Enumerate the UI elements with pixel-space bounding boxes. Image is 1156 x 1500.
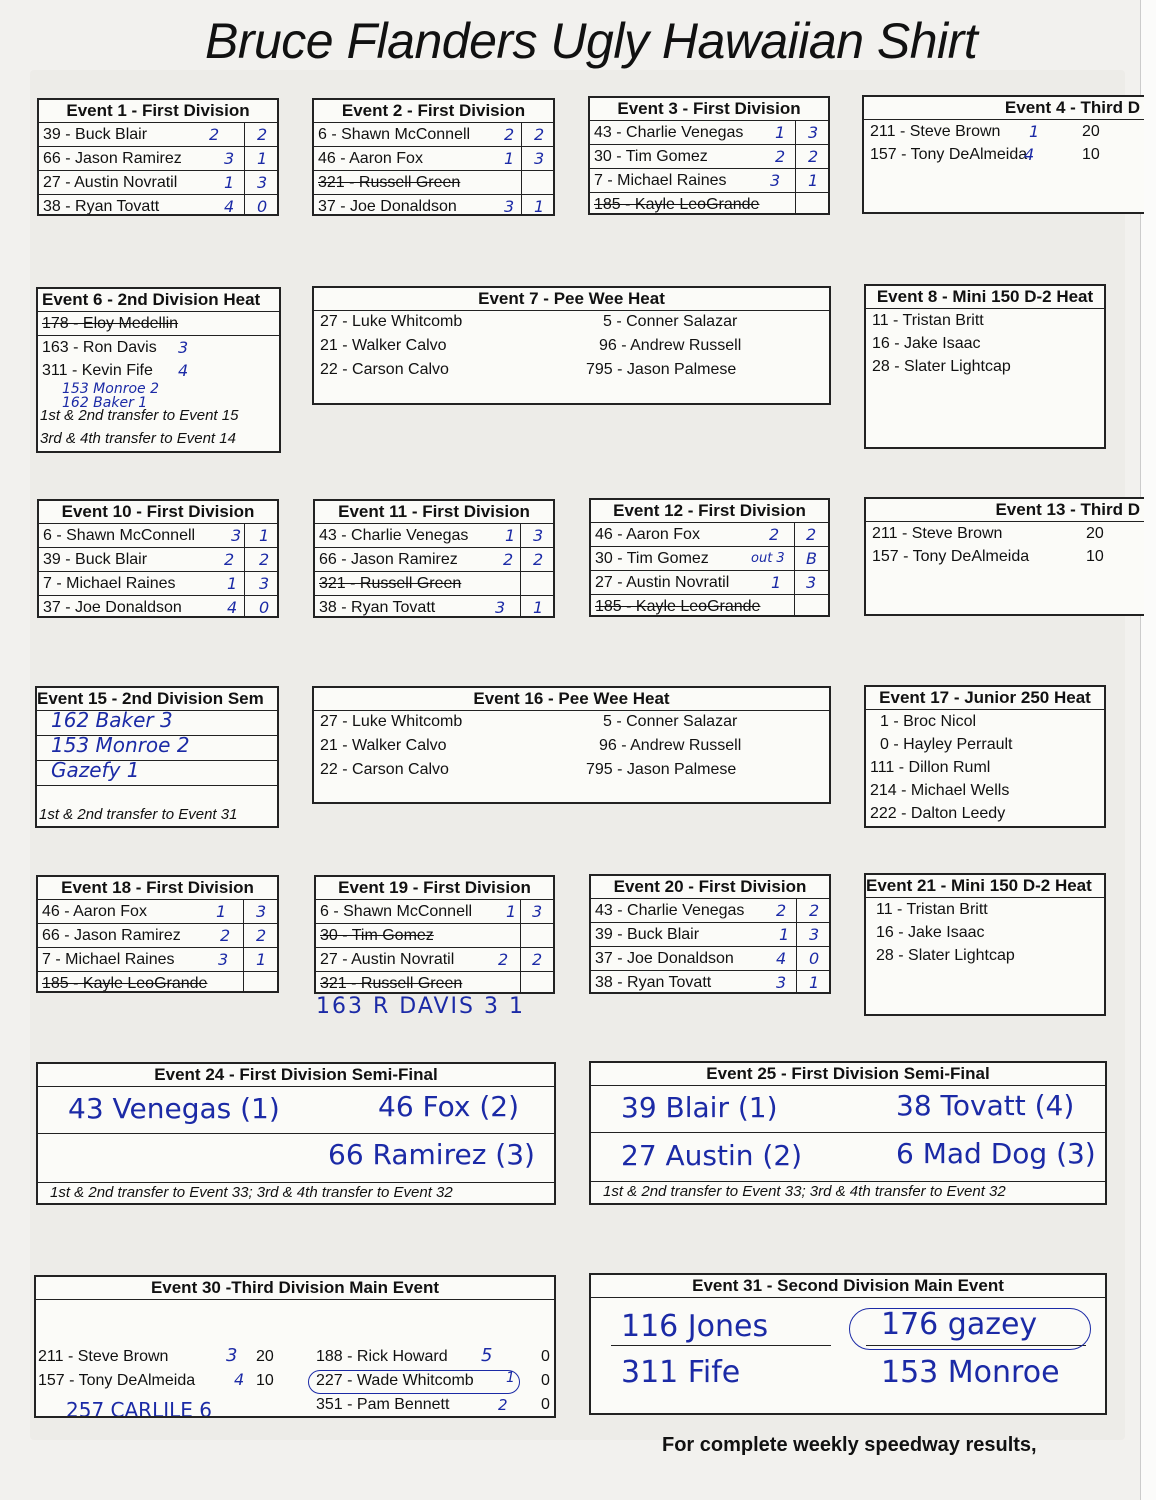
event-header: Event 19 - First Division xyxy=(316,877,553,900)
hw-position: 1 xyxy=(506,1370,515,1386)
racer: 27 - Luke Whitcomb xyxy=(320,313,463,330)
transfer-note: 1st & 2nd transfer to Event 31 xyxy=(39,806,238,823)
hw-added-racer: 257 CARLILE 6 xyxy=(66,1398,212,1418)
event-21-box xyxy=(864,873,1106,1016)
racer: 157 - Tony DeAlmeida xyxy=(872,548,1030,565)
racer: 43 - Charlie Venegas xyxy=(594,124,744,141)
hw-points: 3 xyxy=(178,338,189,357)
racer: 351 - Pam Bennett xyxy=(316,1396,450,1413)
hw-position: 1 xyxy=(505,526,516,545)
racer: 66 - Jason Ramirez xyxy=(43,150,182,167)
hw-points: 0 xyxy=(257,197,268,216)
hw-points: 3 xyxy=(533,526,544,545)
racer: 16 - Jake Isaac xyxy=(872,335,981,352)
hw-points: 2 xyxy=(534,125,545,144)
hw-points: 1 xyxy=(534,197,545,216)
hw-points: 2 xyxy=(808,147,819,166)
hw-points: 0 xyxy=(809,949,820,968)
racer: 16 - Jake Isaac xyxy=(876,924,985,941)
hw-entry: 153 Monroe 2 xyxy=(62,381,159,397)
event-19-box xyxy=(314,875,555,994)
racer-scratched: 185 - Kayle LeoGrande xyxy=(595,598,761,615)
racer: 795 - Jason Palmese xyxy=(586,361,737,378)
hw-finish: 38 Tovatt (4) xyxy=(896,1089,1075,1122)
racer: 28 - Slater Lightcap xyxy=(876,947,1015,964)
racer: 211 - Steve Brown xyxy=(870,123,1001,140)
racer: 311 - Kevin Fife xyxy=(42,362,153,379)
event-11-box xyxy=(313,499,555,618)
racer: 46 - Aaron Fox xyxy=(318,150,423,167)
hw-points: 1 xyxy=(257,149,268,168)
hw-position: 2 xyxy=(220,926,231,945)
hw-position: 1 xyxy=(227,574,238,593)
hw-finish: 153 Monroe xyxy=(881,1355,1060,1390)
page-edge xyxy=(1140,0,1156,1500)
event-6-box xyxy=(36,287,281,453)
racer: 5 - Conner Salazar xyxy=(603,313,738,330)
event-header: Event 12 - First Division xyxy=(591,500,828,523)
event-header: Event 4 - Third D xyxy=(864,97,1144,120)
event-17-box xyxy=(864,685,1106,828)
racer-scratched: 178 - Eloy Medellin xyxy=(42,315,179,332)
hw-position: 1 xyxy=(224,173,235,192)
racer-scratched: 321 - Russell Green xyxy=(319,575,462,592)
hw-entry: 162 Baker 1 xyxy=(62,395,148,411)
racer: 27 - Austin Novratil xyxy=(320,951,455,968)
racer: 7 - Michael Raines xyxy=(43,575,176,592)
event-18-box xyxy=(36,875,279,993)
hw-finish: 46 Fox (2) xyxy=(378,1090,520,1123)
racer: 37 - Joe Donaldson xyxy=(595,950,734,967)
racer: 43 - Charlie Venegas xyxy=(319,527,469,544)
hw-position: 3 xyxy=(770,171,781,190)
hw-position: 3 xyxy=(224,149,235,168)
hw-position: 2 xyxy=(776,901,787,920)
event-header: Event 21 - Mini 150 D-2 Heat xyxy=(866,875,1104,898)
racer: 11 - Tristan Britt xyxy=(876,901,988,918)
hw-points: 1 xyxy=(808,171,819,190)
event-header: Event 13 - Third D xyxy=(866,499,1144,522)
hw-position: 3 xyxy=(218,950,229,969)
racer: 38 - Ryan Tovatt xyxy=(595,974,712,991)
event-header: Event 1 - First Division xyxy=(39,100,277,123)
racer-scratched: 321 - Russell Green xyxy=(318,174,461,191)
hw-position: 2 xyxy=(769,525,780,544)
hw-points: 3 xyxy=(534,149,545,168)
racer: 30 - Tim Gomez xyxy=(594,148,708,165)
racer: 27 - Austin Novratil xyxy=(43,174,178,191)
event-20-box xyxy=(589,874,831,994)
hw-points: 3 xyxy=(809,925,820,944)
racer: 46 - Aaron Fox xyxy=(42,903,147,920)
racer: 7 - Michael Raines xyxy=(42,951,175,968)
points: 0 xyxy=(541,1396,550,1413)
page-title: Bruce Flanders Ugly Hawaiian Shirt xyxy=(205,13,978,69)
event-31-box xyxy=(589,1273,1107,1415)
event-header: Event 8 - Mini 150 D-2 Heat xyxy=(866,286,1104,309)
event-15-box xyxy=(35,686,279,828)
event-header: Event 24 - First Division Semi-Final xyxy=(38,1064,554,1087)
hw-position: 3 xyxy=(495,598,506,617)
hw-finish: 43 Venegas (1) xyxy=(68,1092,280,1125)
points: 10 xyxy=(1086,548,1104,565)
hw-finish: 39 Blair (1) xyxy=(621,1091,778,1124)
hw-position: 2 xyxy=(503,550,514,569)
hw-position: 3 xyxy=(226,1345,238,1366)
racer: 37 - Joe Donaldson xyxy=(43,599,182,616)
hw-position: 1 xyxy=(504,149,515,168)
event-4-box xyxy=(862,95,1144,214)
event-header: Event 15 - 2nd Division Sem xyxy=(37,688,277,711)
hw-points: 2 xyxy=(533,550,544,569)
event-12-box xyxy=(589,498,830,617)
racer: 188 - Rick Howard xyxy=(316,1348,448,1365)
racer: 795 - Jason Palmese xyxy=(586,761,737,778)
event-header: Event 25 - First Division Semi-Final xyxy=(591,1063,1105,1086)
hw-points: 0 xyxy=(259,598,270,617)
hw-position: 2 xyxy=(504,125,515,144)
hw-position: 1 xyxy=(1029,122,1040,141)
hw-position: 1 xyxy=(216,902,227,921)
event-header: Event 11 - First Division xyxy=(315,501,553,524)
racer: 211 - Steve Brown xyxy=(38,1348,169,1365)
hw-position: 3 xyxy=(231,526,242,545)
event-header: Event 3 - First Division xyxy=(590,98,828,121)
racer: 39 - Buck Blair xyxy=(43,551,148,568)
event-header: Event 20 - First Division xyxy=(591,876,829,899)
event-header: Event 7 - Pee Wee Heat xyxy=(314,288,829,311)
racer: 227 - Wade Whitcomb xyxy=(316,1372,474,1389)
points: 10 xyxy=(256,1372,274,1389)
points: 20 xyxy=(1082,123,1100,140)
racer: 211 - Steve Brown xyxy=(872,525,1003,542)
racer: 28 - Slater Lightcap xyxy=(872,358,1011,375)
hw-entry: Gazefy 1 xyxy=(51,758,140,782)
hw-finish: 27 Austin (2) xyxy=(621,1139,803,1172)
hw-points: 3 xyxy=(808,123,819,142)
event-25-box xyxy=(589,1061,1107,1205)
racer: 5 - Conner Salazar xyxy=(603,713,738,730)
hw-points: 2 xyxy=(809,901,820,920)
racer: 30 - Tim Gomez xyxy=(595,550,709,567)
racer: 38 - Ryan Tovatt xyxy=(43,198,160,215)
event-header: Event 16 - Pee Wee Heat xyxy=(314,688,829,711)
hw-finish: 116 Jones xyxy=(621,1309,769,1344)
racer: 66 - Jason Ramirez xyxy=(319,551,458,568)
hw-points: 3 xyxy=(256,902,267,921)
racer: 21 - Walker Calvo xyxy=(320,337,447,354)
hw-points: 2 xyxy=(259,550,270,569)
hw-points: 1 xyxy=(809,973,820,992)
hw-points: 2 xyxy=(256,926,267,945)
event-1-box xyxy=(37,98,279,216)
racer-scratched: 30 - Tim Gomez xyxy=(320,927,434,944)
hw-points: 1 xyxy=(259,526,270,545)
points: 0 xyxy=(541,1372,550,1389)
racer: 214 - Michael Wells xyxy=(870,782,1010,799)
hw-position: 2 xyxy=(209,125,220,144)
event-8-box xyxy=(864,284,1106,449)
points: 10 xyxy=(1082,146,1100,163)
hw-points: 3 xyxy=(259,574,270,593)
event-3-box xyxy=(588,96,830,215)
hw-position: 1 xyxy=(506,902,517,921)
event-16-box xyxy=(312,686,831,804)
racer: 222 - Dalton Leedy xyxy=(870,805,1006,822)
hw-finish: 311 Fife xyxy=(621,1355,741,1390)
racer: 157 - Tony DeAlmeida xyxy=(38,1372,196,1389)
hw-points: 4 xyxy=(178,361,189,380)
hw-added-racer: 163 R DAVIS 3 1 xyxy=(316,994,525,1019)
hw-position: 1 xyxy=(775,123,786,142)
hw-points: 1 xyxy=(533,598,544,617)
racer: 6 - Shawn McConnell xyxy=(43,527,196,544)
racer: 22 - Carson Calvo xyxy=(320,361,449,378)
racer: 163 - Ron Davis xyxy=(42,339,157,356)
hw-position: 1 xyxy=(779,925,790,944)
hw-position: 5 xyxy=(481,1345,493,1366)
hw-position: 3 xyxy=(504,197,515,216)
racer: 39 - Buck Blair xyxy=(595,926,700,943)
event-header: Event 10 - First Division xyxy=(39,501,277,524)
racer: 66 - Jason Ramirez xyxy=(42,927,181,944)
hw-points: 2 xyxy=(806,525,817,544)
event-header: Event 6 - 2nd Division Heat xyxy=(38,289,279,312)
event-header: Event 2 - First Division xyxy=(314,100,553,123)
racer: 111 - Dillon Ruml xyxy=(870,759,991,776)
hw-points: 3 xyxy=(257,173,268,192)
event-30-box xyxy=(34,1275,556,1418)
racer: 0 - Hayley Perrault xyxy=(880,736,1013,753)
racer: 96 - Andrew Russell xyxy=(599,337,742,354)
racer: 43 - Charlie Venegas xyxy=(595,902,745,919)
event-7-box xyxy=(312,286,831,405)
hw-position: 2 xyxy=(498,950,509,969)
hw-position: 2 xyxy=(775,147,786,166)
event-2-box xyxy=(312,98,555,216)
hw-position: out 3 xyxy=(751,551,785,566)
racer: 1 - Broc Nicol xyxy=(880,713,977,730)
event-header: Event 17 - Junior 250 Heat xyxy=(866,687,1104,710)
racer: 37 - Joe Donaldson xyxy=(318,198,457,215)
footer-text: For complete weekly speedway results, xyxy=(662,1434,1037,1456)
event-header: Event 18 - First Division xyxy=(38,877,277,900)
racer: 27 - Austin Novratil xyxy=(595,574,730,591)
hw-position: 4 xyxy=(227,598,238,617)
hw-position: 4 xyxy=(1024,145,1035,164)
event-header: Event 31 - Second Division Main Event xyxy=(591,1275,1105,1298)
racer: 6 - Shawn McConnell xyxy=(318,126,471,143)
racer: 21 - Walker Calvo xyxy=(320,737,447,754)
hw-position: 4 xyxy=(776,949,787,968)
transfer-note: 3rd & 4th transfer to Event 14 xyxy=(40,430,236,447)
hw-finish: 176 gazey xyxy=(881,1307,1038,1342)
hw-finish: 66 Ramirez (3) xyxy=(328,1138,535,1171)
hw-points: 2 xyxy=(257,125,268,144)
transfer-note: 1st & 2nd transfer to Event 33; 3rd & 4th transfer to Event 32 xyxy=(50,1184,453,1201)
racer-scratched: 185 - Kayle LeoGrande xyxy=(42,975,208,992)
racer-scratched: 185 - Kayle LeoGrande xyxy=(594,196,760,213)
hw-position: 2 xyxy=(224,550,235,569)
racer: 6 - Shawn McConnell xyxy=(320,903,473,920)
racer: 46 - Aaron Fox xyxy=(595,526,700,543)
hw-points: 2 xyxy=(532,950,543,969)
points: 20 xyxy=(1086,525,1104,542)
hw-position: 2 xyxy=(498,1396,508,1414)
hw-points: 3 xyxy=(532,902,543,921)
hw-position: 4 xyxy=(224,197,235,216)
racer: 157 - Tony DeAlmeida xyxy=(870,146,1028,163)
racer: 22 - Carson Calvo xyxy=(320,761,449,778)
hw-entry: 153 Monroe 2 xyxy=(51,733,190,757)
racer: 7 - Michael Raines xyxy=(594,172,727,189)
hw-points: 1 xyxy=(256,950,267,969)
racer: 96 - Andrew Russell xyxy=(599,737,742,754)
hw-entry: 162 Baker 3 xyxy=(51,708,173,732)
hw-position: 4 xyxy=(234,1370,245,1389)
hw-position: 3 xyxy=(776,973,787,992)
racer: 27 - Luke Whitcomb xyxy=(320,713,463,730)
event-24-box xyxy=(36,1062,556,1205)
event-10-box xyxy=(37,499,279,618)
points: 20 xyxy=(256,1348,274,1365)
points: 0 xyxy=(541,1348,550,1365)
hw-position: 1 xyxy=(771,573,782,592)
transfer-note: 1st & 2nd transfer to Event 33; 3rd & 4th transfer to Event 32 xyxy=(603,1183,1006,1200)
racer: 11 - Tristan Britt xyxy=(872,312,984,329)
racer: 38 - Ryan Tovatt xyxy=(319,599,436,616)
hw-finish: 6 Mad Dog (3) xyxy=(896,1137,1096,1170)
racer: 39 - Buck Blair xyxy=(43,126,148,143)
event-header: Event 30 -Third Division Main Event xyxy=(36,1277,554,1300)
transfer-note: 1st & 2nd transfer to Event 15 xyxy=(40,407,239,424)
event-13-box xyxy=(864,497,1144,616)
racer-scratched: 321 - Russell Green xyxy=(320,975,463,992)
hw-points: 3 xyxy=(806,573,817,592)
hw-points: B xyxy=(806,549,817,568)
